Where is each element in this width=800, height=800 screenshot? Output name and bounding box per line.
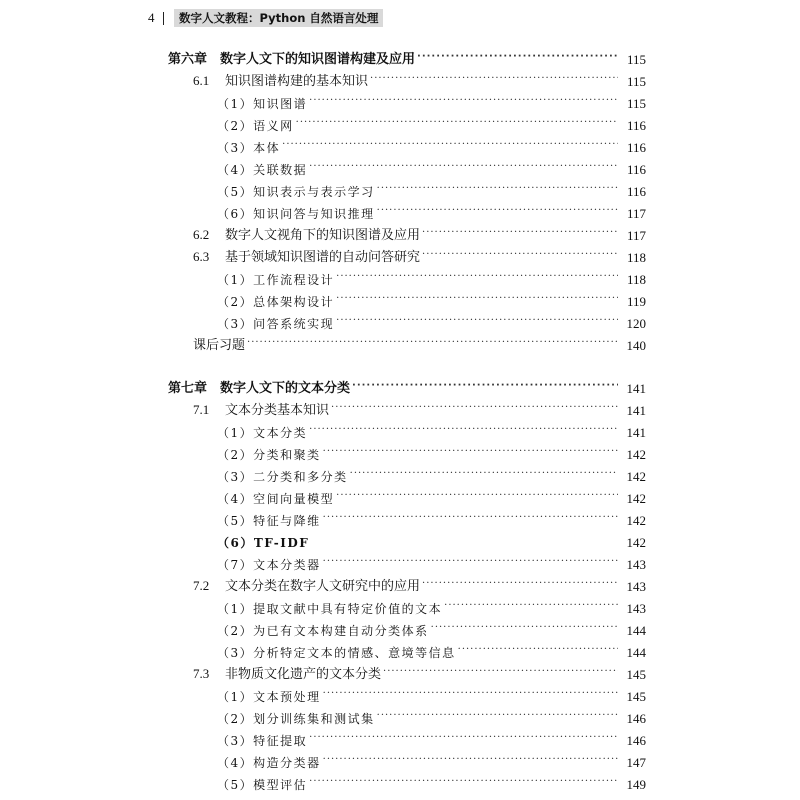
dot-leader [431,620,618,636]
toc-section-6-3[interactable] [0,244,800,266]
page-ref: 147 [626,755,646,770]
item-title: （4）关联数据 [217,163,308,177]
page-ref: 142 [626,513,646,528]
page-ref: 145 [626,667,646,682]
page-ref: 118 [626,250,646,265]
section-title: 知识图谱构建的基本知识 [225,74,369,89]
toc-item[interactable] [0,595,800,617]
section-number: 7.3 [193,666,210,681]
page-number: 4 [148,10,155,25]
dot-leader [309,422,618,438]
page-ref: 116 [626,140,646,155]
dot-leader [417,49,618,65]
dot-leader [323,752,618,768]
toc-item[interactable] [0,485,800,507]
section-number: 6.1 [193,73,210,88]
toc-item[interactable] [0,463,800,485]
toc-item[interactable] [0,507,800,529]
item-title: （3）本体 [217,141,281,155]
page-ref: 143 [626,557,646,572]
item-title: （5）知识表示与表示学习 [217,185,375,199]
dot-leader [422,576,618,592]
toc-item[interactable] [0,771,800,793]
item-title: （3）问答系统实现 [217,317,335,331]
item-title: （4）空间向量模型 [217,492,335,506]
toc-item[interactable] [0,178,800,200]
item-title: （2）语义网 [217,119,294,133]
item-title: （4）构造分类器 [217,756,321,770]
dot-leader [247,335,618,351]
page-ref: 120 [626,316,646,331]
dot-leader [444,598,618,614]
dot-leader [336,291,618,307]
section-number: 6.3 [193,249,210,264]
page-ref: 149 [626,777,646,792]
dot-leader [352,378,618,394]
item-title: （2）划分训练集和测试集 [217,712,375,726]
page-ref: 141 [626,403,646,418]
item-title: （6）TF-IDF [217,536,310,550]
chapter-title: 第七章 数字人文下的文本分类 [168,381,351,396]
toc-section-7-2[interactable] [0,573,800,595]
dot-leader [370,71,618,87]
toc-item[interactable] [0,90,800,112]
section-title: 文本分类在数字人文研究中的应用 [225,579,421,594]
toc-item[interactable] [0,705,800,727]
dot-leader [309,93,618,109]
item-title: （7）文本分类器 [217,558,321,572]
toc-exercises[interactable] [0,332,800,354]
section-number: 6.2 [193,227,210,242]
toc-chapter-7[interactable] [0,375,800,397]
page-ref: 142 [626,535,646,550]
toc-item[interactable] [0,288,800,310]
dot-leader [309,159,618,175]
page-ref: 145 [626,689,646,704]
page-ref: 144 [626,645,646,660]
page-ref: 117 [626,206,646,221]
dot-leader [377,203,618,219]
dot-leader [282,137,618,153]
page-ref: 116 [626,184,646,199]
page-ref: 116 [626,162,646,177]
page-ref: 140 [626,338,646,353]
toc-item[interactable] [0,310,800,332]
dot-leader [323,444,618,460]
toc-item[interactable] [0,551,800,573]
dot-leader [296,115,618,131]
dot-leader [309,730,618,746]
toc-item[interactable] [0,727,800,749]
dot-leader [377,708,618,724]
section-number: 7.2 [193,578,210,593]
page-ref: 117 [626,228,646,243]
toc-section-7-1[interactable] [0,397,800,419]
item-title: （2）为已有文本构建自动分类体系 [217,624,429,638]
toc-item[interactable] [0,419,800,441]
dot-leader [336,269,618,285]
item-title: （3）二分类和多分类 [217,470,348,484]
section-title: 基于领域知识图谱的自动问答研究 [225,250,421,265]
section-title: 文本分类基本知识 [225,403,330,418]
toc-section-6-1[interactable] [0,68,800,90]
item-title: （1）提取文献中具有特定价值的文本 [217,602,443,616]
dot-leader [383,664,618,680]
page-ref: 143 [626,579,646,594]
section-title: 非物质文化遗产的文本分类 [225,667,382,682]
toc-item[interactable] [0,200,800,222]
page-ref: 146 [626,711,646,726]
page-ref: 143 [626,601,646,616]
dot-leader [458,642,618,658]
toc-section-7-3[interactable] [0,661,800,683]
toc-section-6-2[interactable] [0,222,800,244]
toc-item[interactable] [0,639,800,661]
page-ref: 146 [626,733,646,748]
table-of-contents [0,46,800,793]
book-title: 数字人文教程：Python 自然语言处理 [174,9,383,27]
item-title: （1）工作流程设计 [217,273,335,287]
dot-leader [323,686,618,702]
toc-item[interactable] [0,266,800,288]
page-ref: 141 [626,425,646,440]
toc-item[interactable] [0,749,800,771]
exercise-title: 课后习题 [193,338,246,353]
toc-item[interactable] [0,441,800,463]
item-title: （5）特征与降维 [217,514,321,528]
page-ref: 115 [626,52,646,67]
dot-leader [331,400,618,416]
dot-leader [422,247,618,263]
dot-leader [336,313,618,329]
item-title: （5）模型评估 [217,778,308,792]
item-title: （3）分析特定文本的情感、意境等信息 [217,646,456,660]
page-ref: 142 [626,469,646,484]
item-title: （2）分类和聚类 [217,448,321,462]
page-ref: 115 [626,96,646,111]
item-title: （3）特征提取 [217,734,308,748]
chapter-title: 第六章 数字人文下的知识图谱构建及应用 [168,52,416,67]
section-title: 数字人文视角下的知识图谱及应用 [225,228,421,243]
toc-item[interactable] [0,112,800,134]
toc-item[interactable] [0,134,800,156]
item-title: （2）总体架构设计 [217,295,335,309]
dot-leader [309,774,618,790]
item-title: （1）文本预处理 [217,690,321,704]
page-ref: 142 [626,491,646,506]
page-ref: 116 [626,118,646,133]
page-ref: 115 [626,74,646,89]
page-ref: 142 [626,447,646,462]
dot-leader [350,466,618,482]
toc-item[interactable] [0,529,800,551]
item-title: （1）文本分类 [217,426,308,440]
item-title: （6）知识问答与知识推理 [217,207,375,221]
toc-item[interactable] [0,156,800,178]
page-ref: 119 [626,294,646,309]
section-number: 7.1 [193,402,210,417]
header-divider [163,12,165,25]
page-ref: 141 [626,381,646,396]
dot-leader [336,488,618,504]
dot-leader [323,554,618,570]
toc-chapter-6[interactable] [0,46,800,68]
chapter-gap [0,354,800,375]
dot-leader [422,225,618,241]
page-ref: 118 [626,272,646,287]
dot-leader [323,510,618,526]
page-ref: 144 [626,623,646,638]
running-header [148,8,383,28]
item-title: （1）知识图谱 [217,97,308,111]
toc-item[interactable] [0,617,800,639]
toc-item[interactable] [0,683,800,705]
dot-leader [377,181,618,197]
